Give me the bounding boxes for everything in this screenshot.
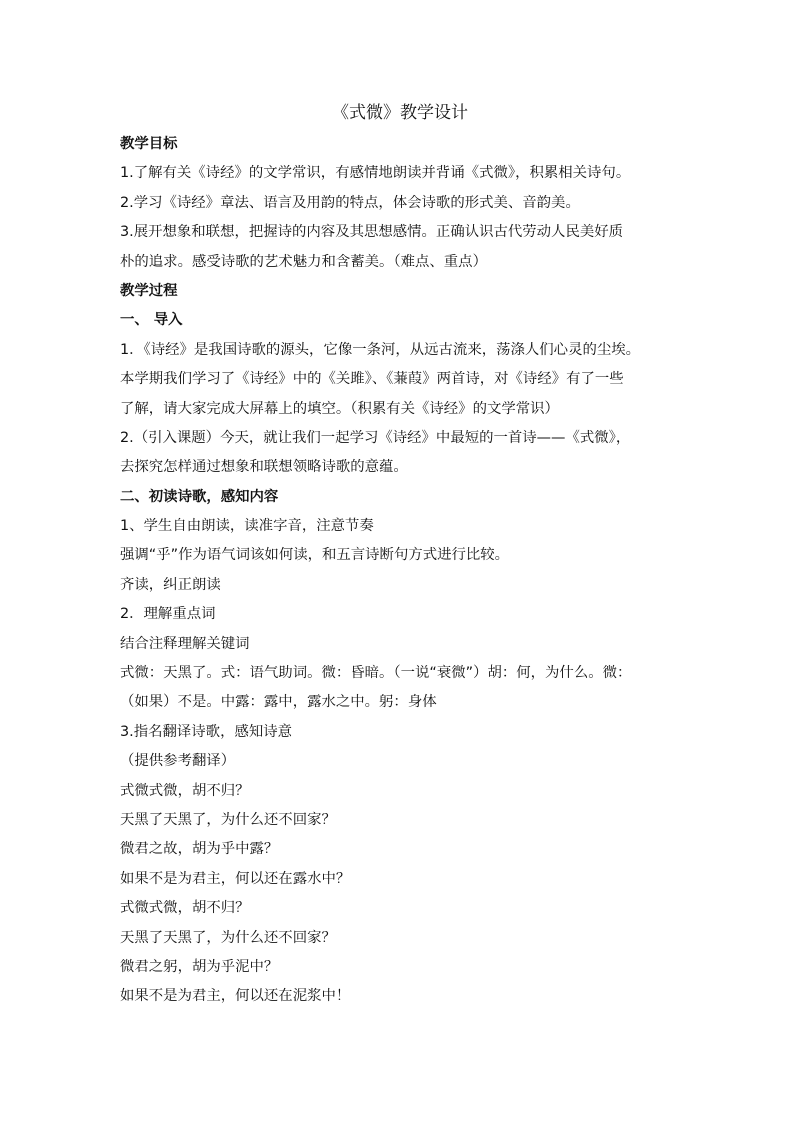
section-heading: 教学目标 bbox=[120, 136, 178, 152]
paragraph-line: 结合注释理解关键词 bbox=[120, 635, 250, 652]
section-heading: 一、 导入 bbox=[120, 312, 183, 329]
paragraph-line: 如果不是为君主，何以还在露水中？ bbox=[120, 870, 351, 887]
section-heading: 二、初读诗歌，感知内容 bbox=[120, 488, 279, 505]
paragraph-line: （提供参考翻译） bbox=[120, 753, 236, 770]
paragraph-line: （如果）不是。中露：露中，露水之中。躬：身体 bbox=[120, 694, 437, 711]
paragraph-line: 天黑了天黑了，为什么还不回家？ bbox=[120, 929, 336, 946]
paragraph-line: 微君之故，胡为乎中露？ bbox=[120, 841, 279, 858]
paragraph-line: 3.指名翻译诗歌，感知诗意 bbox=[120, 723, 293, 740]
paragraph-line: 2.学习《诗经》章法、语言及用韵的特点，体会诗歌的形式美、音韵美。 bbox=[120, 194, 580, 211]
paragraph-line: 1．《诗经》是我国诗歌的源头，它像一条河，从远古流来，荡涤人们心灵的尘埃。 bbox=[120, 341, 641, 358]
paragraph-line: 1、学生自由朗读，读准字音，注意节奏 bbox=[120, 518, 374, 535]
paragraph-line: 去探究怎样通过想象和联想领略诗歌的意蕴。 bbox=[120, 459, 408, 476]
document-title: 《式微》教学设计 bbox=[332, 103, 468, 123]
paragraph-line: 3.展开想象和联想，把握诗的内容及其思想感情。正确认识古代劳动人民美好质 bbox=[120, 224, 624, 241]
paragraph-line: 2.（引入课题）今天，就让我们一起学习《诗经》中最短的一首诗——《式微》， bbox=[120, 429, 631, 446]
paragraph-line: 如果不是为君主，何以还在泥浆中！ bbox=[120, 988, 351, 1005]
paragraph-line: 强调“乎”作为语气词该如何读，和五言诗断句方式进行比较。 bbox=[120, 547, 510, 564]
paragraph-line: 了解，请大家完成大屏幕上的填空。（积累有关《诗经》的文学常识） bbox=[120, 400, 559, 417]
paragraph-line: 齐读，纠正朗读 bbox=[120, 576, 221, 593]
section-heading: 教学过程 bbox=[120, 282, 178, 299]
paragraph-line: 2．理解重点词 bbox=[120, 606, 216, 623]
paragraph-line: 微君之躬，胡为乎泥中？ bbox=[120, 958, 279, 975]
document-body bbox=[120, 130, 680, 1012]
paragraph-line: 本学期我们学习了《诗经》中的《关雎》、《蒹葭》两首诗，对《诗经》有了一些 bbox=[120, 371, 624, 388]
paragraph-line: 天黑了天黑了，为什么还不回家？ bbox=[120, 811, 336, 828]
paragraph-line: 朴的追求。感受诗歌的艺术魅力和含蓄美。（难点、重点） bbox=[120, 253, 487, 270]
paragraph-line: 式微：天黑了。式：语气助词。微：昏暗。（一说“衰微”）胡：何，为什么。微： bbox=[120, 665, 632, 682]
paragraph-line: 式微式微，胡不归？ bbox=[120, 782, 250, 799]
document-page bbox=[120, 96, 680, 1012]
paragraph-line: 1.了解有关《诗经》的文学常识，有感情地朗读并背诵《式微》，积累相关诗句。 bbox=[120, 165, 631, 182]
paragraph-line: 式微式微，胡不归？ bbox=[120, 900, 250, 917]
